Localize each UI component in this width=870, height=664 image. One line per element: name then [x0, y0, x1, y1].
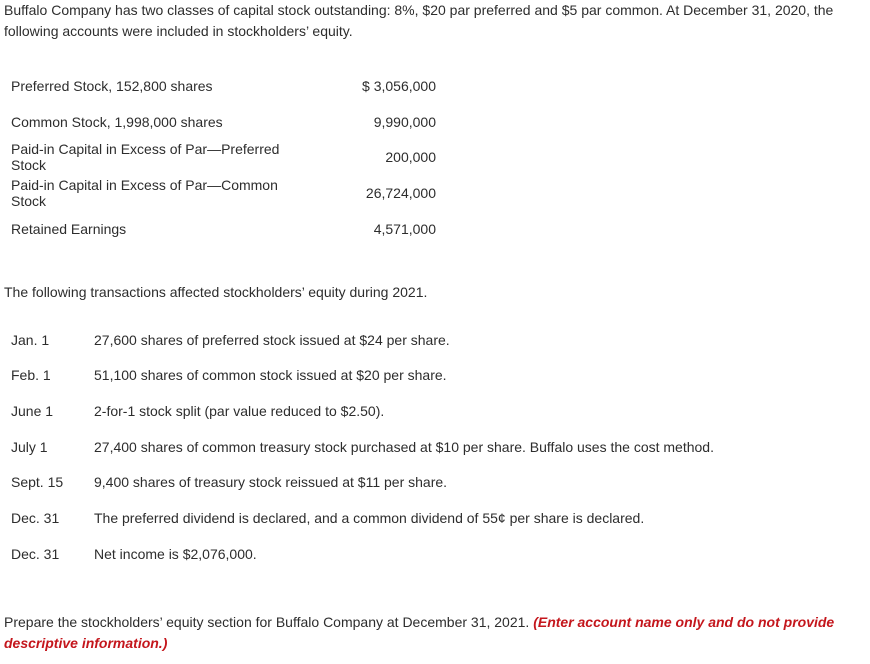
table-row [11, 322, 714, 358]
account-name: Common Stock, 1,998,000 shares [11, 113, 223, 130]
transaction-date: July 1 [11, 438, 48, 455]
transaction-text: 27,400 shares of common treasury stock purchased at $10 per share. Buffalo uses the cost method. [94, 438, 714, 455]
transaction-text: 9,400 shares of treasury stock reissued at $11 per share. [94, 474, 448, 491]
transaction-date: Feb. 1 [11, 367, 51, 384]
table-row [11, 429, 714, 465]
beginning-balances-table [11, 68, 436, 247]
transaction-date: Sept. 15 [11, 474, 64, 491]
account-name: Paid-in Capital in Excess of Par—Common Stock [11, 177, 278, 210]
transaction-date: June 1 [11, 403, 54, 420]
instruction-note: (Enter account name only and do not provide descriptive information.) [4, 614, 835, 651]
account-amount: 200,000 [385, 149, 436, 166]
account-amount: 9,990,000 [373, 113, 436, 130]
table-row [11, 211, 436, 247]
transaction-date: Dec. 31 [11, 510, 60, 527]
transaction-date: Dec. 31 [11, 545, 60, 562]
account-name: Preferred Stock, 152,800 shares [11, 77, 213, 94]
account-amount: 26,724,000 [365, 185, 436, 202]
transaction-text: 2-for-1 stock split (par value reduced to $2.50). [94, 403, 385, 420]
table-row [11, 536, 714, 572]
account-amount: $ 3,056,000 [362, 77, 436, 94]
table-row [11, 68, 436, 104]
prompt-text: Prepare the stockholders’ equity section for Buffalo Company at December 31, 2021. [4, 614, 530, 630]
table-row [11, 393, 714, 429]
table-row [11, 500, 714, 536]
transactions-intro: The following transactions affected stockholders’ equity during 2021. [4, 284, 428, 300]
transaction-date: Jan. 1 [11, 331, 50, 348]
transaction-text: 27,600 shares of preferred stock issued at $24 per share. [94, 331, 450, 348]
table-row [11, 104, 436, 140]
problem-intro: Buffalo Company has two classes of capital stock outstanding: 8%, $20 par preferred and $5 par common. At December 31, 2020, the following accounts were included in stockholders’ equity. [4, 2, 834, 39]
transaction-text: The preferred dividend is declared, and a common dividend of 55¢ per share is declared. [94, 510, 645, 527]
transaction-text: 51,100 shares of common stock issued at $20 per share. [94, 367, 447, 384]
table-row [11, 465, 714, 501]
table-row [11, 175, 436, 211]
table-row [11, 140, 436, 176]
transaction-text: Net income is $2,076,000. [94, 545, 257, 562]
account-amount: 4,571,000 [373, 220, 436, 237]
account-name: Paid-in Capital in Excess of Par—Preferred Stock [11, 141, 280, 174]
question-prompt [4, 612, 866, 654]
table-row [11, 358, 714, 394]
account-name: Retained Earnings [11, 220, 127, 237]
transactions-table [11, 322, 714, 572]
